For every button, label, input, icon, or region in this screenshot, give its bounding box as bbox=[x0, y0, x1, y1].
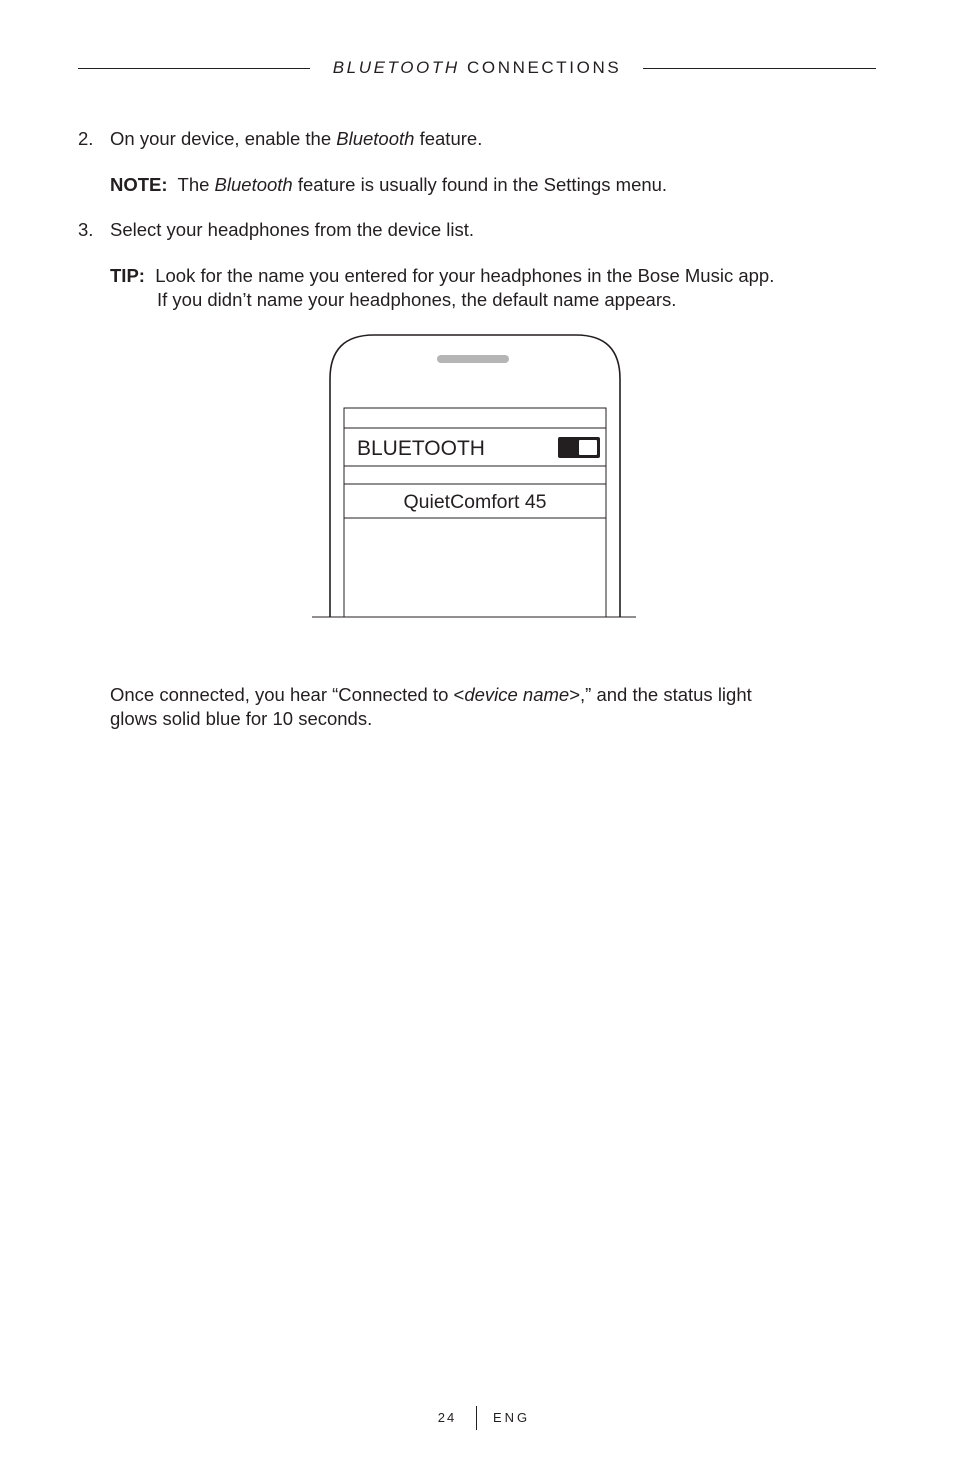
device-list-item[interactable]: QuietComfort 45 bbox=[403, 491, 547, 513]
bluetooth-toggle[interactable] bbox=[558, 437, 600, 458]
bluetooth-setting-label: BLUETOOTH bbox=[357, 437, 485, 460]
step-text bbox=[110, 127, 482, 151]
step-text-italic: Bluetooth bbox=[336, 128, 415, 149]
phone-speaker bbox=[437, 355, 509, 363]
step-text-part: feature. bbox=[414, 128, 483, 149]
connected-text-italic: device name bbox=[464, 684, 570, 705]
phone-illustration bbox=[312, 334, 636, 618]
connected-text-part: Once connected, you hear “Connected to < bbox=[110, 684, 465, 705]
tip bbox=[110, 264, 774, 288]
footer-separator bbox=[476, 1406, 477, 1430]
section-title bbox=[320, 56, 634, 80]
step-number: 3. bbox=[78, 219, 94, 240]
tip-text-line: If you didn’t name your headphones, the default name appears. bbox=[157, 289, 677, 310]
note-label: NOTE: bbox=[110, 174, 168, 195]
connected-text bbox=[110, 683, 752, 707]
section-title-rest: CONNECTIONS bbox=[459, 58, 622, 77]
language-code: ENG bbox=[493, 1410, 531, 1425]
connected-text-line: glows solid blue for 10 seconds. bbox=[110, 708, 373, 729]
page-number: 24 bbox=[437, 1410, 457, 1425]
page-footer bbox=[0, 1406, 954, 1430]
step-text-part: On your device, enable the bbox=[110, 128, 337, 149]
tip-label: TIP: bbox=[110, 265, 145, 286]
tip-text-line: Look for the name you entered for your headphones in the Bose Music app. bbox=[155, 265, 775, 286]
connected-text-part: >,” and the status light bbox=[569, 684, 752, 705]
step-text: Select your headphones from the device list. bbox=[110, 219, 475, 240]
note-text-italic: Bluetooth bbox=[214, 174, 293, 195]
note-text-part: feature is usually found in the Settings menu. bbox=[292, 174, 668, 195]
section-header bbox=[78, 56, 876, 80]
header-rule-right bbox=[643, 68, 876, 69]
note bbox=[110, 173, 667, 197]
section-title-italic: BLUETOOTH bbox=[332, 58, 460, 77]
step-number: 2. bbox=[78, 128, 94, 149]
header-rule-left bbox=[78, 68, 310, 69]
note-text-part: The bbox=[177, 174, 215, 195]
